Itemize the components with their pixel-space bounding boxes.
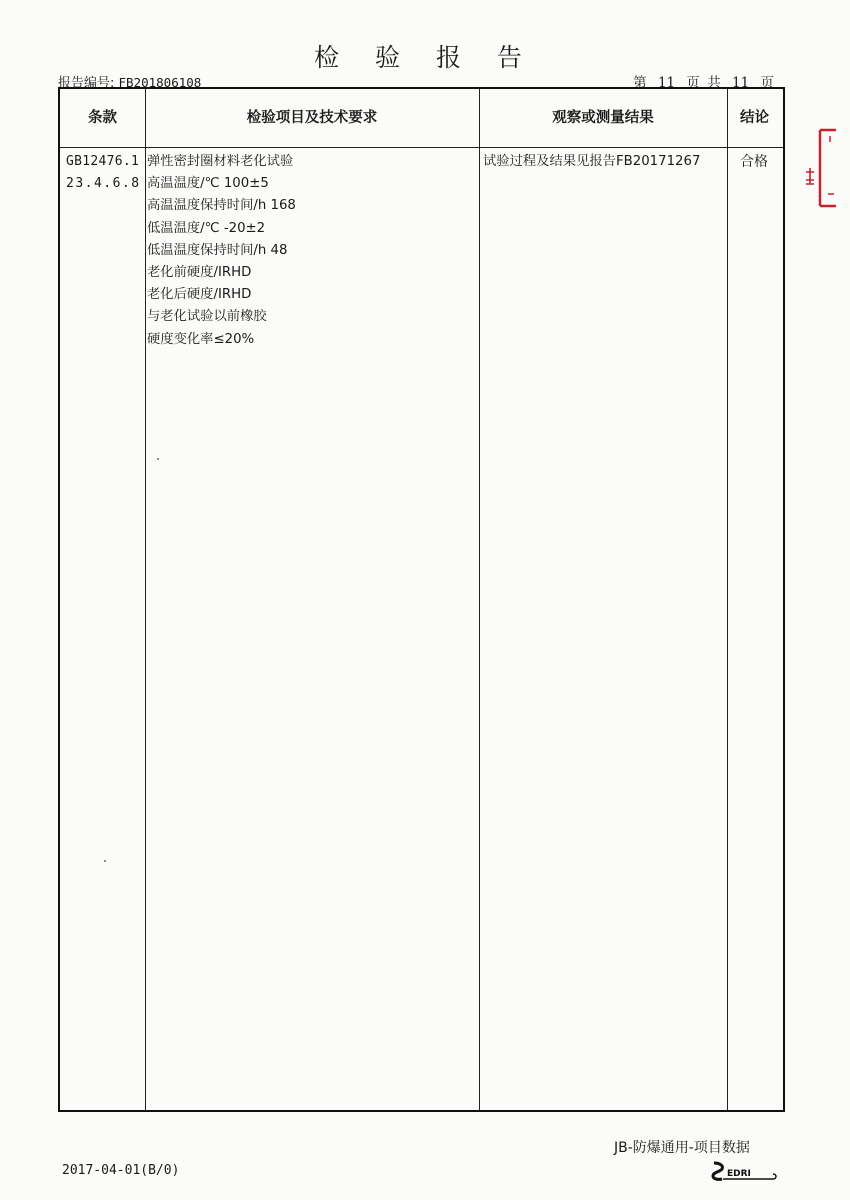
column-divider (145, 89, 146, 1110)
item-line: 硬度变化率≤20% (147, 331, 255, 347)
template-code: JB-防爆通用-项目数据 (614, 1140, 750, 1156)
item-line: 弹性密封圈材料老化试验 (147, 154, 294, 169)
document-title: 检 验 报 告 (314, 43, 536, 72)
column-divider (727, 89, 728, 1110)
report-number-value: FB201806108 (118, 75, 202, 90)
item-line: 高温温度保持时间/h 168 (147, 198, 296, 214)
paper-speck (157, 458, 159, 460)
column-divider (479, 89, 480, 1110)
item-line: 老化前硬度/IRHD (147, 265, 252, 281)
page-prefix: 第 (633, 75, 647, 91)
result-cell: 试验过程及结果见报告FB20171267 (483, 154, 701, 169)
item-line: 低温温度保持时间/h 48 (147, 242, 288, 258)
header-conclusion: 结论 (740, 110, 769, 126)
clause-line: 23.4.6.8 (66, 176, 141, 192)
paper-speck (104, 860, 106, 862)
red-stamp-fragment (800, 128, 840, 208)
report-number-label: 报告编号: (58, 76, 115, 91)
svg-text:EDRI: EDRI (727, 1169, 751, 1179)
item-line: 与老化试验以前橡胶 (147, 309, 267, 325)
inspection-table (58, 87, 785, 1112)
header-clause: 条款 (88, 110, 117, 126)
page-suffix: 页 (760, 75, 774, 91)
item-cell (147, 151, 477, 351)
clause-line: GB12476.1 (66, 154, 140, 169)
item-line: 老化后硬度/IRHD (147, 287, 252, 303)
header-item: 检验项目及技术要求 (246, 110, 378, 126)
clause-cell (66, 151, 146, 195)
page-middle: 页 共 (686, 75, 721, 91)
header-divider (60, 147, 783, 148)
page-total: 11 (732, 75, 750, 91)
item-line: 高温温度/℃ 100±5 (147, 176, 269, 192)
sedri-logo (710, 1160, 780, 1182)
page-current: 11 (657, 75, 676, 91)
form-date-version: 2017-04-01(B/0) (62, 1163, 180, 1178)
conclusion-cell: 合格 (740, 154, 768, 170)
header-result: 观察或测量结果 (552, 110, 654, 126)
item-line: 低温温度/℃ -20±2 (147, 220, 266, 236)
